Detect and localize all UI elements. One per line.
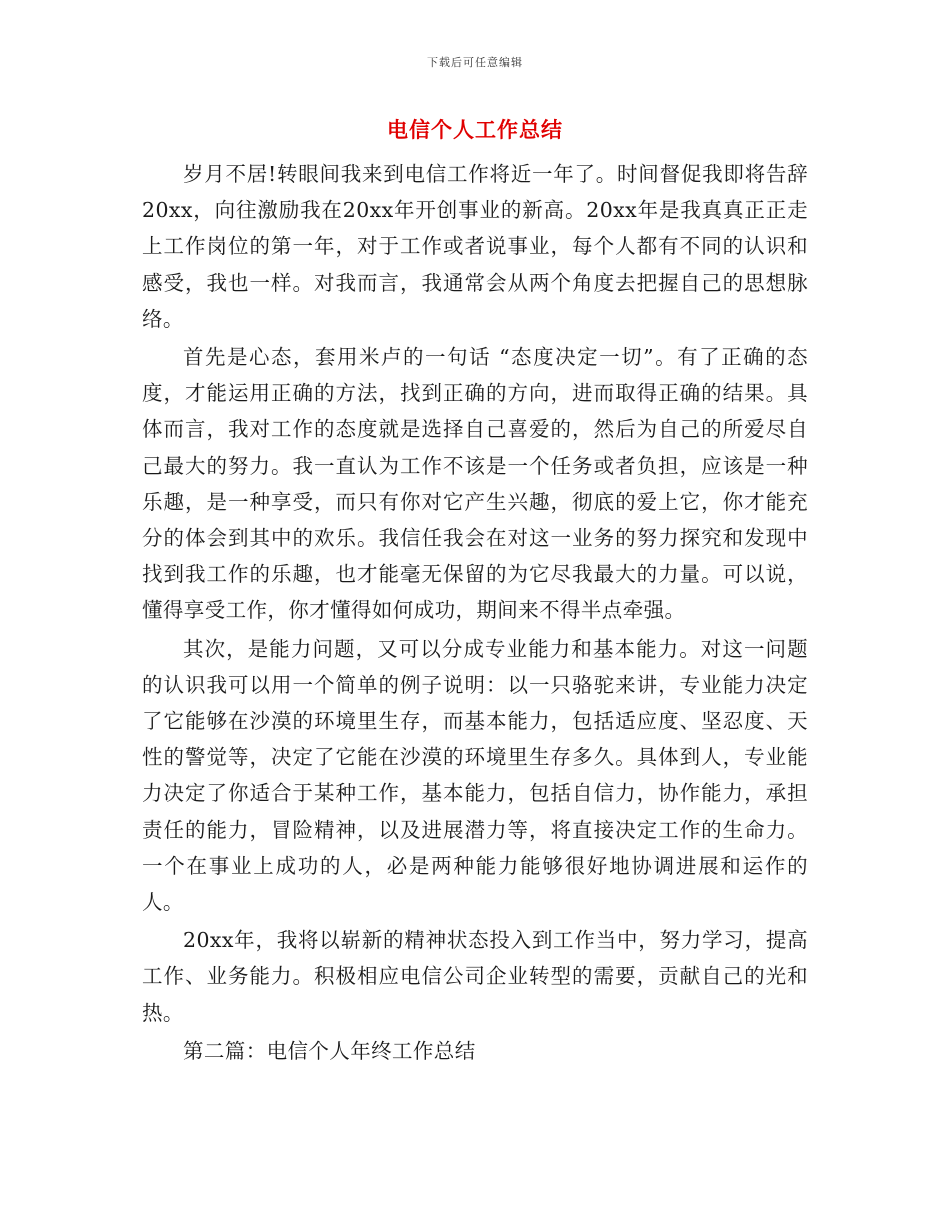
paragraph-intro: 岁月不居!转眼间我来到电信工作将近一年了。时间督促我即将告辞20xx，向往激励我在20xx年开创事业的新高。20xx年是我真真正正走上工作岗位的第一年，对于工作或者说事业，每个人都有不同的认识和感受，我也一样。对我而言，我通常会从两个角度去把握自己的思想脉络。	[142, 162, 808, 331]
document-title: 电信个人工作总结	[387, 118, 563, 142]
header-note: 下载后可任意编辑	[427, 56, 523, 69]
paragraph-outlook: 20xx年，我将以崭新的精神状态投入到工作当中，努力学习，提高工作、业务能力。积极相应电信公司企业转型的需要，贡献自己的光和热。	[142, 928, 808, 1025]
document-body	[142, 156, 808, 1071]
section-heading-part-two: 第二篇：电信个人年终工作总结	[183, 1038, 476, 1063]
paragraph-ability: 其次，是能力问题，又可以分成专业能力和基本能力。对这一问题的认识我可以用一个简单的例子说明：以一只骆驼来讲，专业能力决定了它能够在沙漠的环境里生存，而基本能力，包括适应度、坚忍度、天性的警觉等，决定了它能在沙漠的环境里生存多久。具体到人，专业能力决定了你适合于某种工作，基本能力，包括自信力，协作能力，承担责任的能力，冒险精神，以及进展潜力等，将直接决定工作的生命力。一个在事业上成功的人，必是两种能力能够很好地协调进展和运作的人。	[142, 636, 808, 915]
paragraph-attitude: 首先是心态，套用米卢的一句话 “态度决定一切”。有了正确的态度，才能运用正确的方法，找到正确的方向，进而取得正确的结果。具体而言，我对工作的态度就是选择自己喜爱的，然后为自己的所爱尽自己最大的努力。我一直认为工作不该是一个任务或者负担，应该是一种乐趣，是一种享受，而只有你对它产生兴趣，彻底的爱上它，你才能充分的体会到其中的欢乐。我信任我会在对这一业务的努力探究和发现中找到我工作的乐趣，也才能毫无保留的为它尽我最大的力量。可以说，懂得享受工作，你才懂得如何成功，期间来不得半点牵强。	[142, 345, 808, 623]
